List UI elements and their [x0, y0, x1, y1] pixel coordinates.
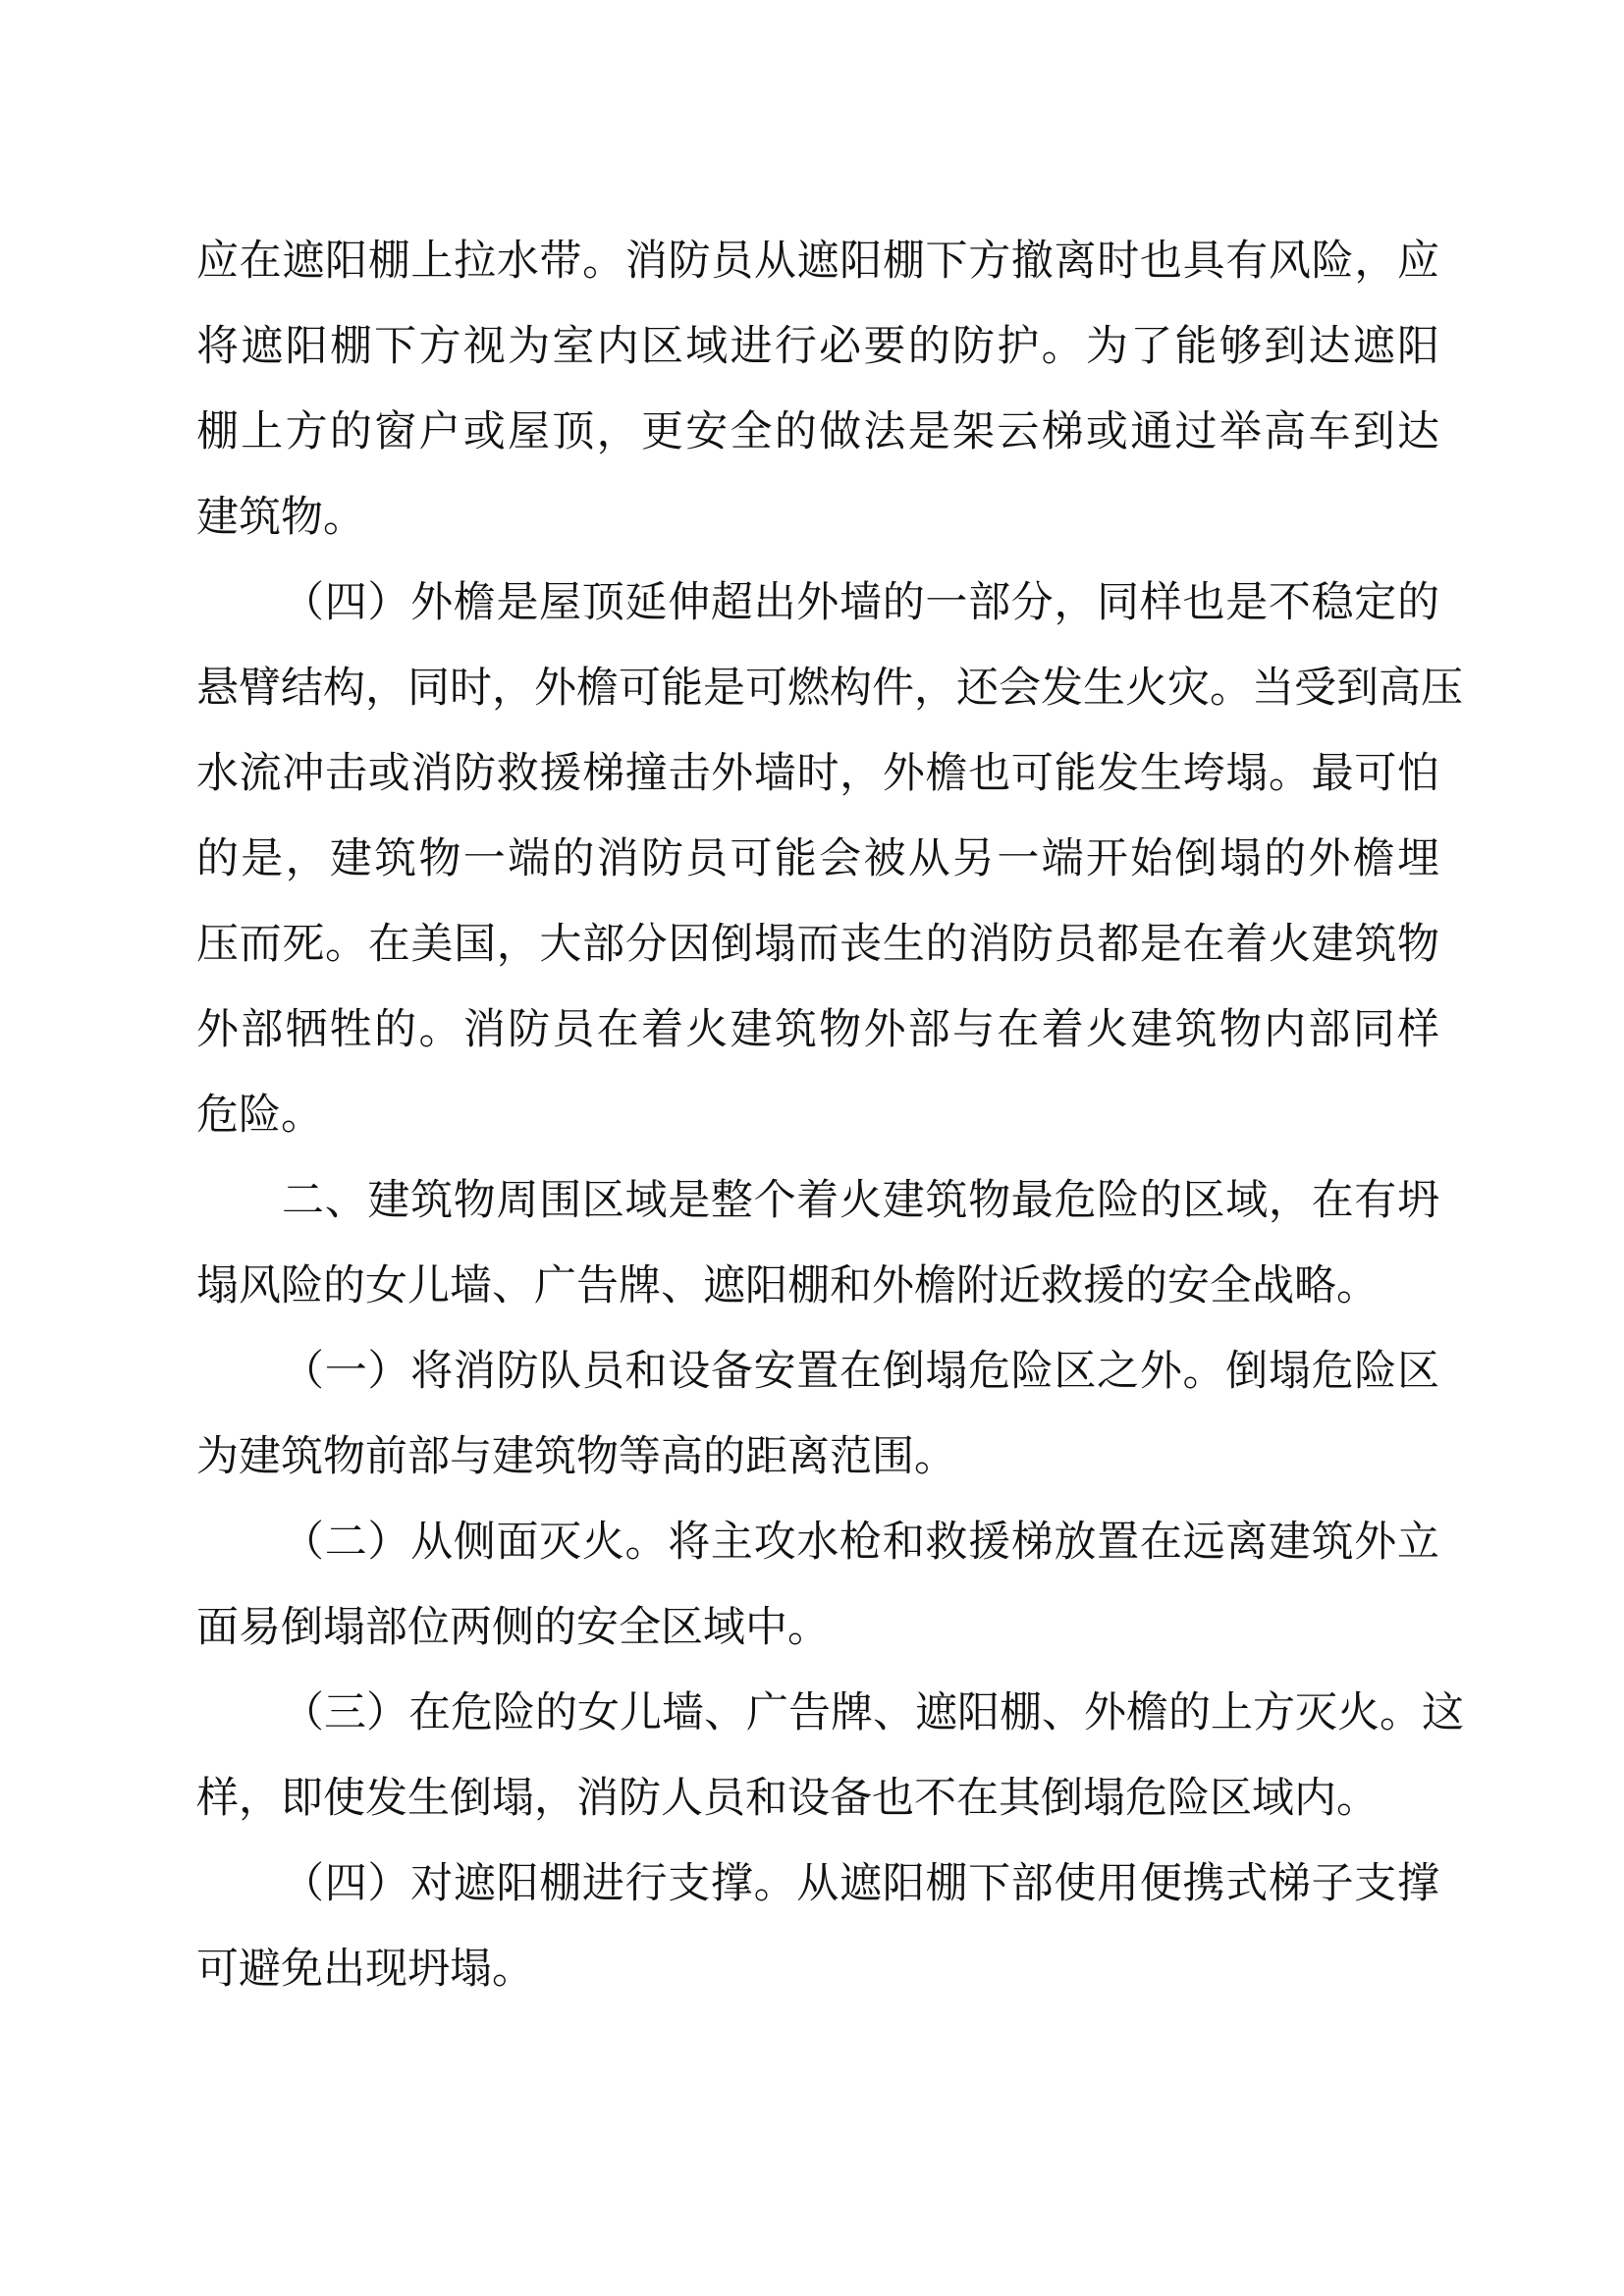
text-line: 的是，建筑物一端的消防员可能会被从另一端开始倒塌的外檐埋 — [196, 834, 1439, 883]
text-line: 将遮阳棚下方视为室内区域进行必要的防护。为了能够到达遮阳 — [196, 322, 1439, 371]
text-line: （一）将消防队员和设备安置在倒塌危险区之外。倒塌危险区 — [282, 1347, 1439, 1396]
text-line: 二、建筑物周围区域是整个着火建筑物最危险的区域，在有坍 — [282, 1176, 1439, 1225]
text-line: 塌风险的女儿墙、广告牌、遮阳棚和外檐附近救援的安全战略。 — [196, 1261, 1379, 1310]
text-line: 悬臂结构，同时，外檐可能是可燃构件，还会发生火灾。当受到高压 — [196, 664, 1463, 713]
text-line: 面易倒塌部位两侧的安全区域中。 — [196, 1603, 830, 1652]
text-line: 建筑物。 — [196, 493, 365, 542]
paragraph-item-3 — [196, 1671, 1464, 1842]
text-line: 压而死。在美国，大部分因倒塌而丧生的消防员都是在着火建筑物 — [196, 920, 1439, 969]
text-line: 危险。 — [196, 1091, 323, 1140]
paragraph-item-4 — [196, 1842, 1439, 2012]
paragraph-item-1 — [196, 1329, 1439, 1500]
section-heading-2 — [196, 1158, 1439, 1329]
paragraph-eaves — [196, 561, 1463, 1158]
text-line: 可避免出现坍塌。 — [196, 1945, 534, 1994]
text-line: 应在遮阳棚上拉水带。消防员从遮阳棚下方撤离时也具有风险，应 — [196, 237, 1439, 286]
text-line: （四）对遮阳棚进行支撑。从遮阳棚下部使用便携式梯子支撑 — [282, 1859, 1439, 1908]
text-line: （二）从侧面灭火。将主攻水枪和救援梯放置在远离建筑外立 — [282, 1518, 1439, 1567]
text-line: （四）外檐是屋顶延伸超出外墙的一部分，同样也是不稳定的 — [282, 578, 1439, 627]
text-line: 棚上方的窗户或屋顶，更安全的做法是架云梯或通过举高车到达 — [196, 407, 1439, 456]
text-line: 样，即使发生倒塌，消防人员和设备也不在其倒塌危险区域内。 — [196, 1774, 1379, 1823]
paragraph-item-2 — [196, 1500, 1439, 1671]
text-line: （三）在危险的女儿墙、广告牌、遮阳棚、外檐的上方灭火。这 — [282, 1688, 1464, 1737]
text-line: 为建筑物前部与建筑物等高的距离范围。 — [196, 1432, 956, 1481]
paragraph-awning-continued — [196, 219, 1439, 561]
text-line: 水流冲击或消防救援梯撞击外墙时，外檐也可能发生垮塌。最可怕 — [196, 749, 1439, 798]
document-page — [196, 219, 1464, 2012]
text-line: 外部牺牲的。消防员在着火建筑物外部与在着火建筑物内部同样 — [196, 1005, 1439, 1054]
